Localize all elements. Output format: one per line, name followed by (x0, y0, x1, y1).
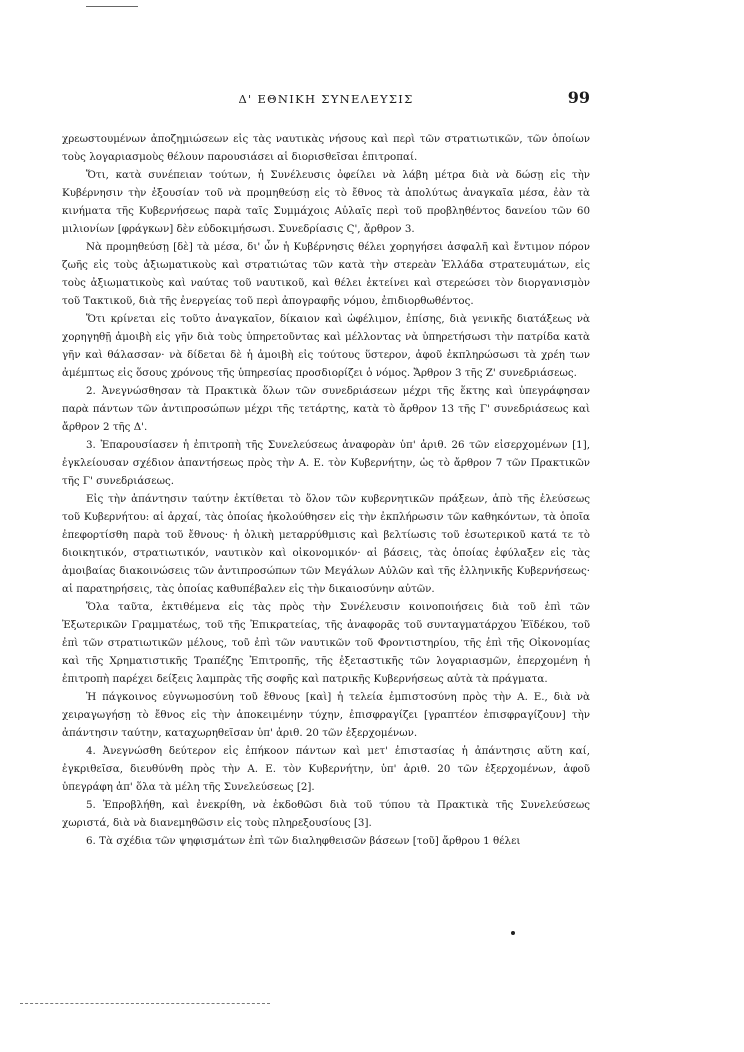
paragraph: χρεωστουμένων ἀποζημιώσεων εἰς τὰς ναυτικὰς νήσους καὶ περὶ τῶν στρατιωτικῶν, τῶν ὁποίων τοὺς λογαριασμοὺς θέλουν παρουσιάσει αἱ διορισθεῖσαι ἐπιτροπαί. (62, 133, 590, 163)
running-title: Δ' ΕΘΝΙΚΗ ΣΥΝΕΛΕΥΣΙΣ (238, 92, 414, 106)
body-text (62, 130, 590, 850)
paragraph: 2. Ἀνεγνώσθησαν τὰ Πρακτικὰ ὅλων τῶν συνεδριάσεων μέχρι τῆς ἕκτης καὶ ὑπεγράφησαν παρὰ πάντων τῶν ἀντιπροσώπων μέχρι τῆς τετάρτης, κατὰ τὸ ἄρθρον 13 τῆς Γ' συνεδριάσεως καὶ ἄρθρον 2 τῆς Δ'. (62, 385, 590, 433)
paragraph: 6. Τὰ σχέδια τῶν ψηφισμάτων ἐπὶ τῶν διαληφθεισῶν βάσεων [τοῦ] ἄρθρου 1 θέλει (86, 835, 521, 847)
page-number: 99 (567, 88, 590, 107)
paragraph: Ὅτι, κατὰ συνέπειαν τούτων, ἡ Συνέλευσις ὀφείλει νὰ λάβη μέτρα διὰ νὰ δώσῃ εἰς τὴν Κυβέρνησιν τὴν ἐξουσίαν τοῦ νὰ προμηθεύσῃ εἰς τὸ ἔθνος τὰ ἀπολύτως ἀναγκαῖα μέσα, ἐὰν τὰ κινήματα τῆς Κυβερνήσεως παρὰ ταῖς Συμμάχοις Αὐλαῖς περὶ τοῦ προβληθέντος δανείου τῶν 60 μιλιονίων [φράγκων] δὲν εὐδοκιμήσωσι. Συνεδρίασις Ϛ', ἄρθρον 3. (62, 169, 590, 235)
paragraph: Ἡ πάγκοινος εὐγνωμοσύνη τοῦ ἔθνους [καὶ] ἡ τελεία ἐμπιστοσύνη πρὸς τὴν Α. Ε., διὰ νὰ χειραγωγήσῃ τὸ ἔθνος εἰς τὴν ἀποκειμένην τύχην, ἐπισφραγίζει [γραπτέον ἐπισφραγίζουν] τὴν ἀπάντησιν ταύτην, καταχωρηθεῖσαν ὑπ' ἀριθ. 20 τῶν ἐξερχομένων. (62, 691, 590, 739)
bottom-rule (20, 1003, 270, 1004)
paragraph: Εἰς τὴν ἀπάντησιν ταύτην ἐκτίθεται τὸ ὅλον τῶν κυβερνητικῶν πράξεων, ἀπὸ τῆς ἐλεύσεως τοῦ Κυβερνήτου: αἱ ἀρχαί, τὰς ὁποίας ἠκολούθησεν εἰς τὴν ἐκπλήρωσιν τῶν καθηκόντων, τὰ ὁποῖα ἐπεφορτίσθη παρὰ τοῦ ἔθνους· ἡ ὁλικὴ μεταρρύθμισις καὶ βελτίωσις τοῦ ἐσωτερικοῦ κατά τε τὸ διοικητικόν, στρατιωτικόν, ναυτικὸν καὶ οἰκονομικόν· αἱ βάσεις, τὰς ὁποίας ἐφύλαξεν εἰς τὰς ἀμοιβαίας διακοινώσεις τῶν ἀντιπροσώπων τῶν Μεγάλων Αὐλῶν καὶ τῆς ἑλληνικῆς Κυβερνήσεως· αἱ παρατηρήσεις, τὰς ὁποίας καθυπέβαλεν εἰς τὴν δικαιοσύνην αὐτῶν. (62, 493, 590, 595)
paragraph: Ὅλα ταῦτα, ἐκτιθέμενα εἰς τὰς πρὸς τὴν Συνέλευσιν κοινοποιήσεις διὰ τοῦ ἐπὶ τῶν Ἐξωτερικῶν Γραμματέως, τοῦ τῆς Ἐπικρατείας, τῆς ἀναφορᾶς τοῦ συνταγματάρχου Ἑϊδέκου, τοῦ ἐπὶ τῶν στρατιωτικῶν μέλους, τοῦ ἐπὶ τῶν ναυτικῶν τοῦ Φροντιστηρίου, τῆς ἐπὶ τῆς Οἰκονομίας καὶ τῆς Χρηματιστικῆς Τραπέζης Ἐπιτροπῆς, τῆς ἐξεταστικῆς τῶν λογαριασμῶν, ἐπερχομένη ἡ ἐπιτροπὴ παρέχει δείξεις λαμπρὰς τῆς σοφῆς καὶ πατρικῆς Κυβερνήσεως αὐτὰ τὰ πράγματα. (62, 601, 590, 685)
top-rule (86, 6, 138, 7)
ink-dot (511, 931, 515, 935)
page-header (62, 88, 590, 112)
paragraph: Νὰ προμηθεύσῃ [δὲ] τὰ μέσα, δι' ὧν ἡ Κυβέρνησις θέλει χορηγήσει ἀσφαλῆ καὶ ἔντιμον πόρον ζωῆς εἰς τοὺς ἀξιωματικοὺς καὶ στρατιώτας τῶν κατὰ τὴν στερεὰν Ἑλλάδα στρατευμάτων, εἰς τοὺς ἀξιωματικοὺς καὶ ναύτας τοῦ ναυτικοῦ, καὶ θέλει ἐκτείνει καὶ στερεώσει τὸν διοργανισμὸν τοῦ Τακτικοῦ, διὰ τῆς ἐνεργείας τοῦ περὶ ἀπογραφῆς νόμου, ἐπιδιορθωθέντος. (62, 241, 590, 307)
paragraph: 3. Ἐπαρουσίασεν ἡ ἐπιτροπὴ τῆς Συνελεύσεως ἀναφορὰν ὑπ' ἀριθ. 26 τῶν εἰσερχομένων [1], ἐγκλείουσαν σχέδιον ἀπαντήσεως πρὸς τὴν Α. Ε. τὸν Κυβερνήτην, ὡς τὸ ἄρθρον 7 τῶν Πρακτικῶν τῆς Γ' συνεδριάσεως. (62, 439, 590, 487)
paragraph: 5. Ἐπροβλήθη, καὶ ἐνεκρίθη, νὰ ἐκδοθῶσι διὰ τοῦ τύπου τὰ Πρακτικὰ τῆς Συνελεύσεως χωριστά, διὰ νὰ διανεμηθῶσιν εἰς τοὺς πληρεξουσίους [3]. (62, 799, 590, 829)
paragraph: Ὅτι κρίνεται εἰς τοῦτο ἀναγκαῖον, δίκαιον καὶ ὠφέλιμον, ἐπίσης, διὰ γενικῆς διατάξεως νὰ χορηγηθῇ ἀμοιβὴ εἰς γῆν διὰ τοὺς ὑπηρετοῦντας καὶ μέλλοντας νὰ ὑπηρετήσωσι τὴν πατρίδα κατὰ γῆν καὶ θάλασσαν· νὰ δίδεται δὲ ἡ ἀμοιβὴ εἰς τούτους ὕστερον, ἀφοῦ ἐκπληρώσωσι τὰ χρέη των ἀμέμπτως εἰς ὅσους χρόνους τῆς ὑπηρεσίας προσδιορίζει ὁ νόμος. Ἄρθρον 3 τῆς Ζ' συνεδριάσεως. (62, 313, 590, 379)
paragraph: 4. Ἀνεγνώσθη δεύτερον εἰς ἐπήκοον πάντων καὶ μετ' ἐπιστασίας ἡ ἀπάντησις αὕτη καί, ἐγκριθεῖσα, διευθύνθη πρὸς τὴν Α. Ε. τὸν Κυβερνήτην, ὑπ' ἀριθ. 20 τῶν ἐξερχομένων, ἀφοῦ ὑπεγράφη ἀπ' ὅλα τὰ μέλη τῆς Συνελεύσεως [2]. (62, 745, 590, 793)
